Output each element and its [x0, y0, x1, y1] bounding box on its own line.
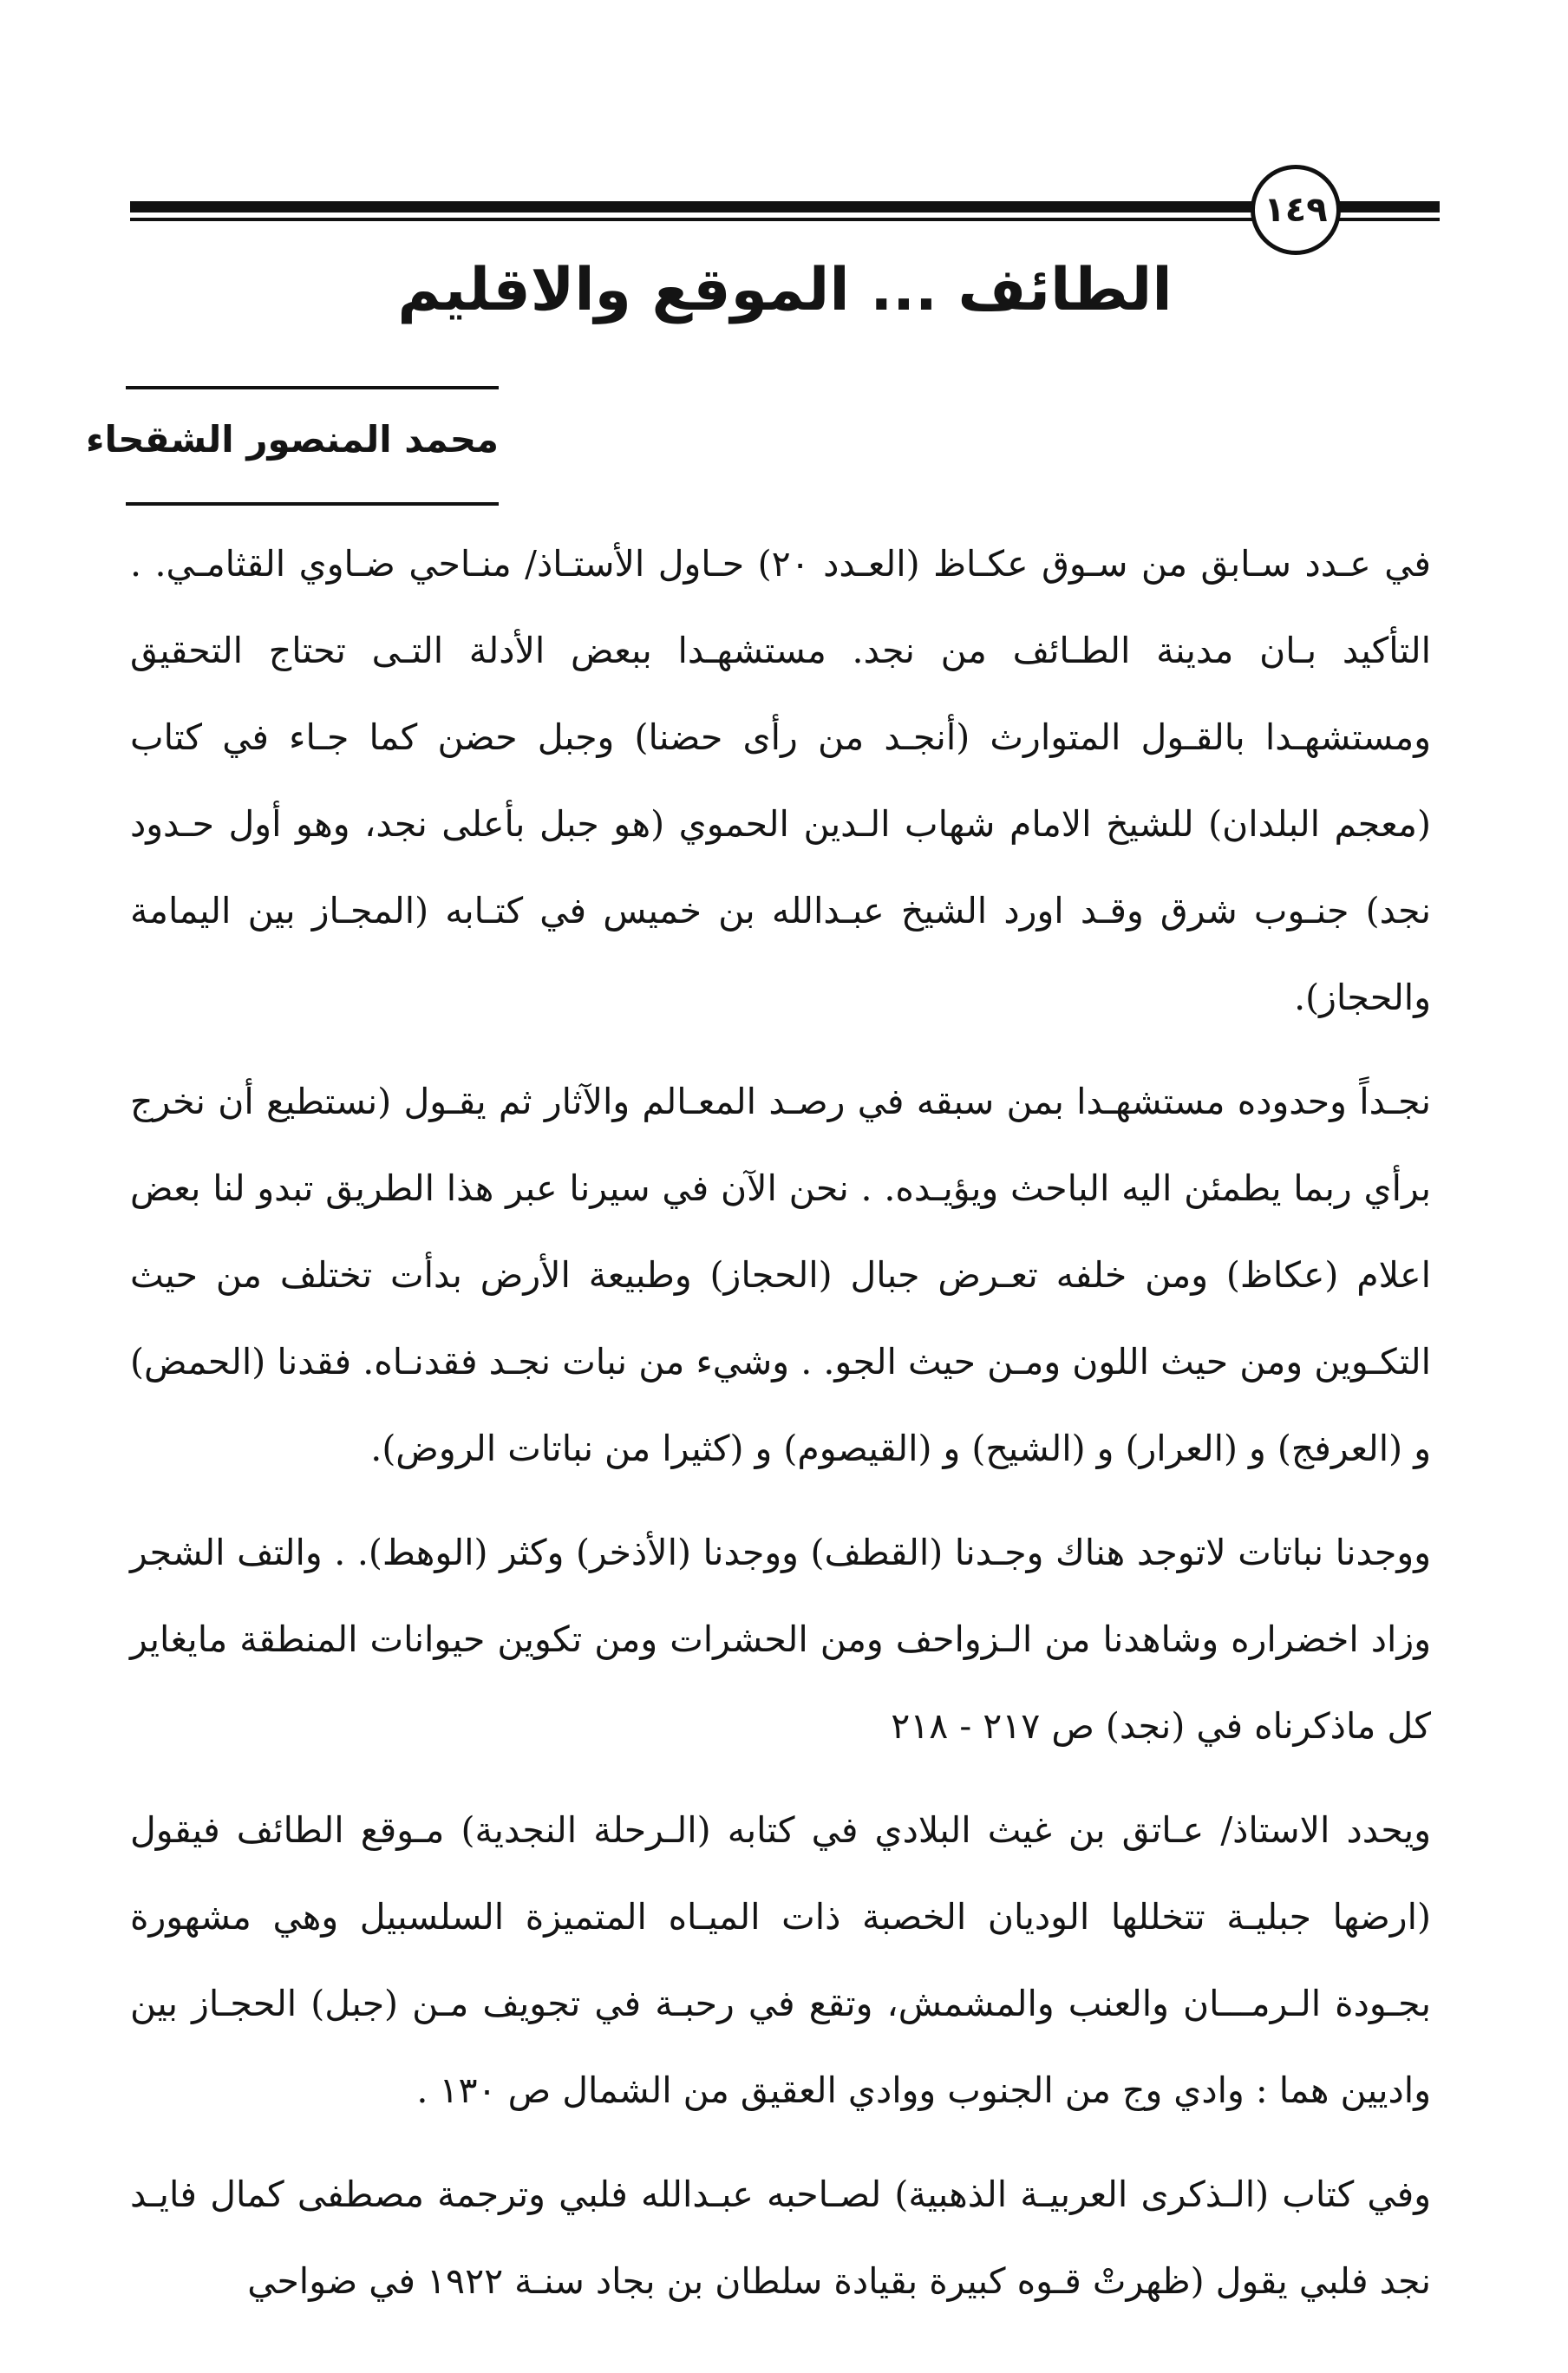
header-rule [130, 201, 1440, 227]
header-rule-thin [130, 218, 1440, 221]
paragraph-3: ووجدنا نباتات لاتوجد هناك وجـدنا (القطف) ووجدنا (الأذخر) وكثر (الوهط). . والتف الشجر وزاد اخضراره وشاهدنا من الـزواحف ومن الحشرات ومن تكوين حيوانات المنطقة مايغاير كل ماذكرناه في (نجد) ص ٢١٧ - ٢١٨ [130, 1532, 1431, 1747]
author-block [86, 386, 499, 507]
paragraph-4: ويحدد الاستاذ/ عـاتق بن غيث البلادي في كتابه (الـرحلة النجدية) مـوقع الطائف فيقول (ارضها جبليـة تتخللها الوديان الخصبة ذات الميـاه المتميزة السلسبيل وهي مشهورة بجـودة الـرمـــان والعنب والمشمش، وتقع في رحبـة في تجويف مـن (جبل) الحجـاز بين واديين هما : وادي وج من الجنوب ووادي العقيق من الشمال ص ١٣٠ . [130, 1809, 1431, 2111]
page-number: ١٤٩ [1251, 165, 1341, 255]
author-rule-top [126, 386, 499, 389]
paragraph-1: في عـدد سـابق من سـوق عكـاظ (العـدد ٢٠) حـاول الأستـاذ/ منـاحي ضـاوي القثامـي. . التأكيد بـان مدينة الطـائف من نجد. مستشهـدا ببعض الأدلة التـى تحتاج التحقيق ومستشهـدا بالقـول المتوارث (أنجـد من رأى حضنا) وجبل حضن كما جـاء في كتاب (معجم البلدان) للشيخ الامام شهاب الـدين الحموي (هو جبل بأعلى نجد، وهو أول حـدود نجد) جنـوب شرق وقـد اورد الشيخ عبـدالله بن خميس في كتـابه (المجـاز بين اليمامة والحجاز). [130, 543, 1431, 1018]
author-rule-bottom [126, 502, 499, 506]
article-body [130, 520, 1431, 2342]
page-title: الطائف ... الموقع والاقليم [397, 256, 1173, 324]
paragraph-2: نجـداً وحدوده مستشهـدا بمن سبقه في رصـد المعـالم والآثار ثم يقـول (نستطيع أن نخرج برأي ربما يطمئن اليه الباحث ويؤيـده. . نحن الآن في سيرنا عبر هذا الطريق تبدو لنا بعض اعلام (عكاظ) ومن خلفه تعـرض جبال (الحجاز) وطبيعة الأرض بدأت تختلف من حيث التكـوين ومن حيث اللون ومـن حيث الجو. . وشيء من نبات نجـد فقدنـاه. فقدنا (الحمض) و (العرفج) و (العرار) و (الشيح) و (القيصوم) و (كثيرا من نباتات الروض). [130, 1081, 1431, 1469]
paragraph-5: وفي كتاب (الـذكرى العربيـة الذهبية) لصـاحبه عبـدالله فلبي وترجمة مصطفى كمال فايـد نجد فلبي يقول (ظهرتْ قـوه كبيرة بقيادة سلطان بن بجاد سنـة ١٩٢٢ في ضواحي [130, 2174, 1431, 2302]
author-name: محمد المنصور الشقحاء [86, 418, 499, 461]
header-rule-thick [130, 201, 1440, 212]
